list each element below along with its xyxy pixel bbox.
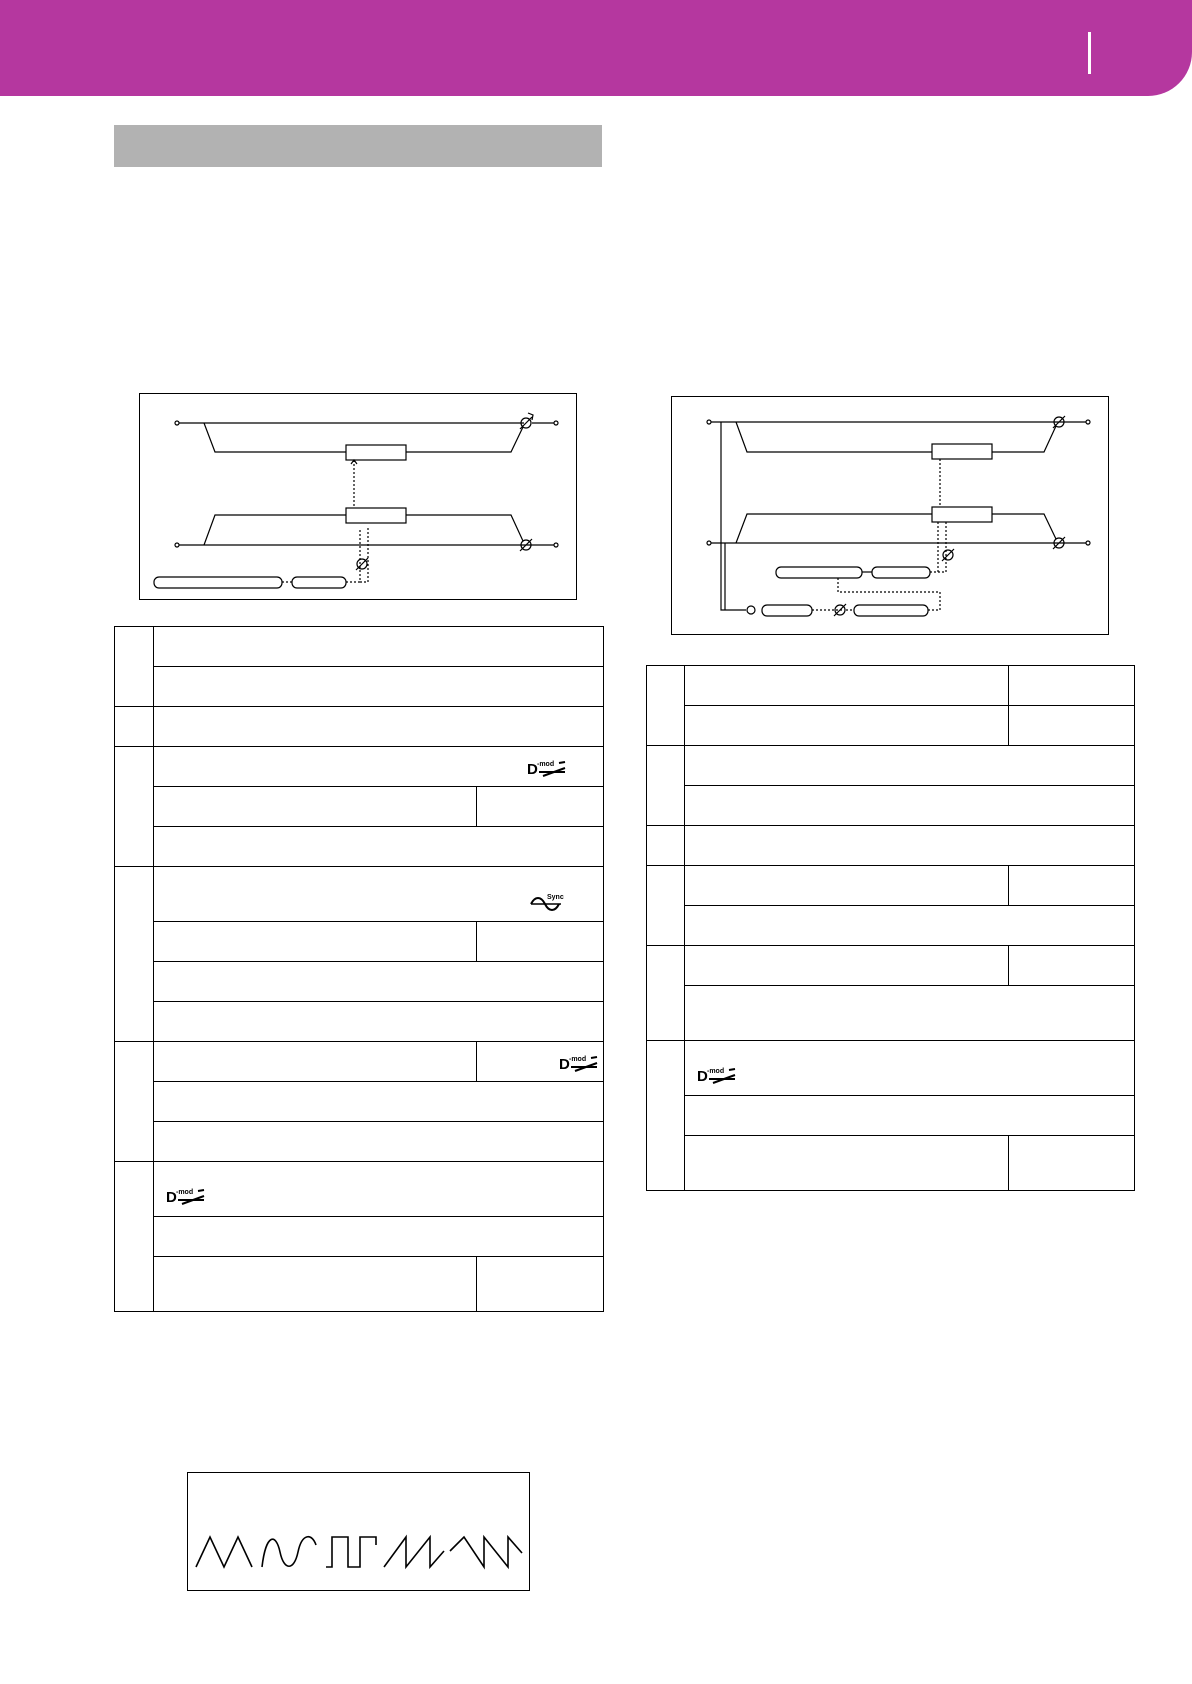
svg-text:D: D — [527, 761, 538, 777]
param-group-6 — [115, 1162, 154, 1312]
param-row — [154, 962, 604, 1002]
param-row — [685, 946, 1009, 986]
param-group-2 — [115, 707, 154, 747]
param-value — [1009, 666, 1135, 706]
right-block-top — [932, 444, 992, 459]
param-row — [154, 1122, 604, 1162]
param-value — [1009, 706, 1135, 746]
param-row-dmod — [154, 1162, 604, 1217]
left-block-top — [346, 445, 406, 460]
param-value — [477, 922, 604, 962]
param-row — [154, 827, 604, 867]
param-group-4 — [115, 867, 154, 1042]
param-row — [154, 1257, 477, 1312]
param-row — [154, 922, 477, 962]
waveform-square — [326, 1537, 376, 1567]
param-value — [477, 787, 604, 827]
waveform-saw-up — [384, 1537, 444, 1567]
header-bar — [0, 0, 1192, 96]
param-row — [154, 667, 604, 707]
section-title-bar — [114, 125, 602, 167]
param-row-sync — [154, 867, 604, 922]
waveform-saw-down — [450, 1537, 522, 1567]
svg-text:-mod: -mod — [569, 1056, 587, 1063]
param-row — [154, 1042, 477, 1082]
param-row — [685, 906, 1135, 946]
right-diagram-svg — [672, 397, 1110, 636]
d-mod-icon — [166, 1187, 206, 1210]
param-row — [685, 1096, 1135, 1136]
param-row-dmod — [685, 1041, 1135, 1096]
param-value-dmod — [477, 1042, 604, 1082]
param-row — [154, 627, 604, 667]
left-block-bottom — [346, 508, 406, 523]
waveform-triangle — [196, 1537, 252, 1567]
right-block-bottom — [932, 507, 992, 522]
svg-text:D: D — [166, 1189, 177, 1205]
param-row — [685, 826, 1135, 866]
svg-text:-mod: -mod — [176, 1189, 194, 1196]
svg-text:D: D — [559, 1056, 570, 1072]
param-value — [1009, 1136, 1135, 1191]
left-parameter-table — [114, 626, 604, 1312]
sync-icon — [529, 892, 567, 917]
header-page-tick — [1088, 32, 1091, 74]
param-value — [1009, 866, 1135, 906]
param-group-2 — [647, 746, 685, 826]
param-row-dmod — [154, 747, 604, 787]
svg-text:D: D — [697, 1068, 708, 1084]
param-group-1 — [115, 627, 154, 707]
param-group-1 — [647, 666, 685, 746]
left-diagram-svg — [140, 394, 578, 601]
param-row — [685, 1136, 1009, 1191]
param-row — [685, 666, 1009, 706]
param-row — [685, 866, 1009, 906]
param-row — [154, 1002, 604, 1042]
param-row — [154, 707, 604, 747]
svg-text:Sync: Sync — [547, 894, 564, 901]
param-row — [685, 706, 1009, 746]
lfo-waveform-svg — [188, 1473, 531, 1592]
right-block-diagram — [671, 396, 1109, 635]
lfo-waveform-box — [187, 1472, 530, 1591]
param-row — [154, 1217, 604, 1257]
waveform-sine — [262, 1537, 316, 1567]
svg-text:-mod: -mod — [707, 1068, 725, 1075]
param-row — [685, 746, 1135, 786]
param-value — [1009, 946, 1135, 986]
param-row — [154, 1082, 604, 1122]
right-parameter-table — [646, 665, 1135, 1191]
param-group-5 — [647, 946, 685, 1041]
param-group-3 — [115, 747, 154, 867]
d-mod-icon — [697, 1066, 737, 1089]
param-row — [685, 786, 1135, 826]
param-group-4 — [647, 866, 685, 946]
param-group-6 — [647, 1041, 685, 1191]
left-block-diagram — [139, 393, 577, 600]
param-row — [154, 787, 477, 827]
d-mod-icon — [527, 759, 567, 782]
d-mod-icon — [559, 1054, 599, 1077]
param-group-3 — [647, 826, 685, 866]
svg-text:-mod: -mod — [537, 761, 555, 768]
param-row — [685, 986, 1135, 1041]
param-group-5 — [115, 1042, 154, 1162]
param-value — [477, 1257, 604, 1312]
